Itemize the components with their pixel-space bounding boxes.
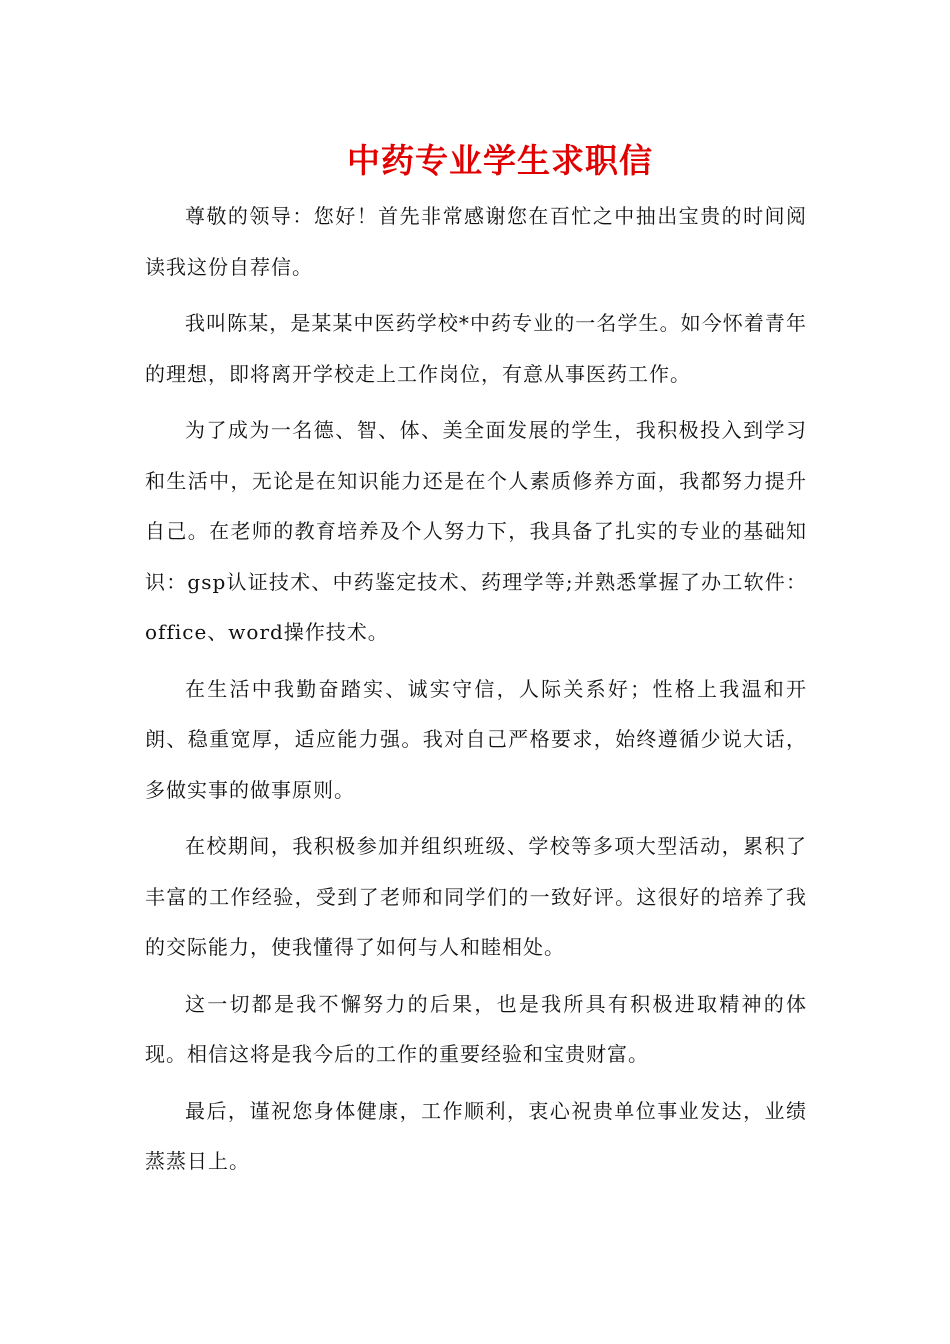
- paragraph-summary: 这一切都是我不懈努力的后果，也是我所具有积极进取精神的体现。相信这将是我今后的工作的重要经验和宝贵财富。: [145, 991, 807, 1066]
- paragraph-greeting: 尊敬的领导：您好！首先非常感谢您在百忙之中抽出宝贵的时间阅读我这份自荐信。: [145, 204, 807, 279]
- paragraph-closing: 最后，谨祝您身体健康，工作顺利，衷心祝贵单位事业发达，业绩蒸蒸日上。: [145, 1098, 807, 1173]
- document-title: 中药专业学生求职信: [347, 141, 653, 180]
- paragraph-skills: 为了成为一名德、智、体、美全面发展的学生，我积极投入到学习和生活中，无论是在知识能力还是在个人素质修养方面，我都努力提升自己。在老师的教育培养及个人努力下，我具备了扎实的专业的基础知识：gsp认证技术、中药鉴定技术、药理学等;并熟悉掌握了办工软件：office、word操作技术。: [145, 418, 807, 644]
- paragraph-activities: 在校期间，我积极参加并组织班级、学校等多项大型活动，累积了丰富的工作经验，受到了老师和同学们的一致好评。这很好的培养了我的交际能力，使我懂得了如何与人和睦相处。: [145, 834, 807, 959]
- paragraph-personality: 在生活中我勤奋踏实、诚实守信，人际关系好；性格上我温和开朗、稳重宽厚，适应能力强。我对自己严格要求，始终遵循少说大话，多做实事的做事原则。: [145, 676, 807, 802]
- letter-body: [145, 191, 807, 1193]
- paragraph-introduction: 我叫陈某，是某某中医药学校*中药专业的一名学生。如今怀着青年的理想，即将离开学校走上工作岗位，有意从事医药工作。: [145, 311, 807, 386]
